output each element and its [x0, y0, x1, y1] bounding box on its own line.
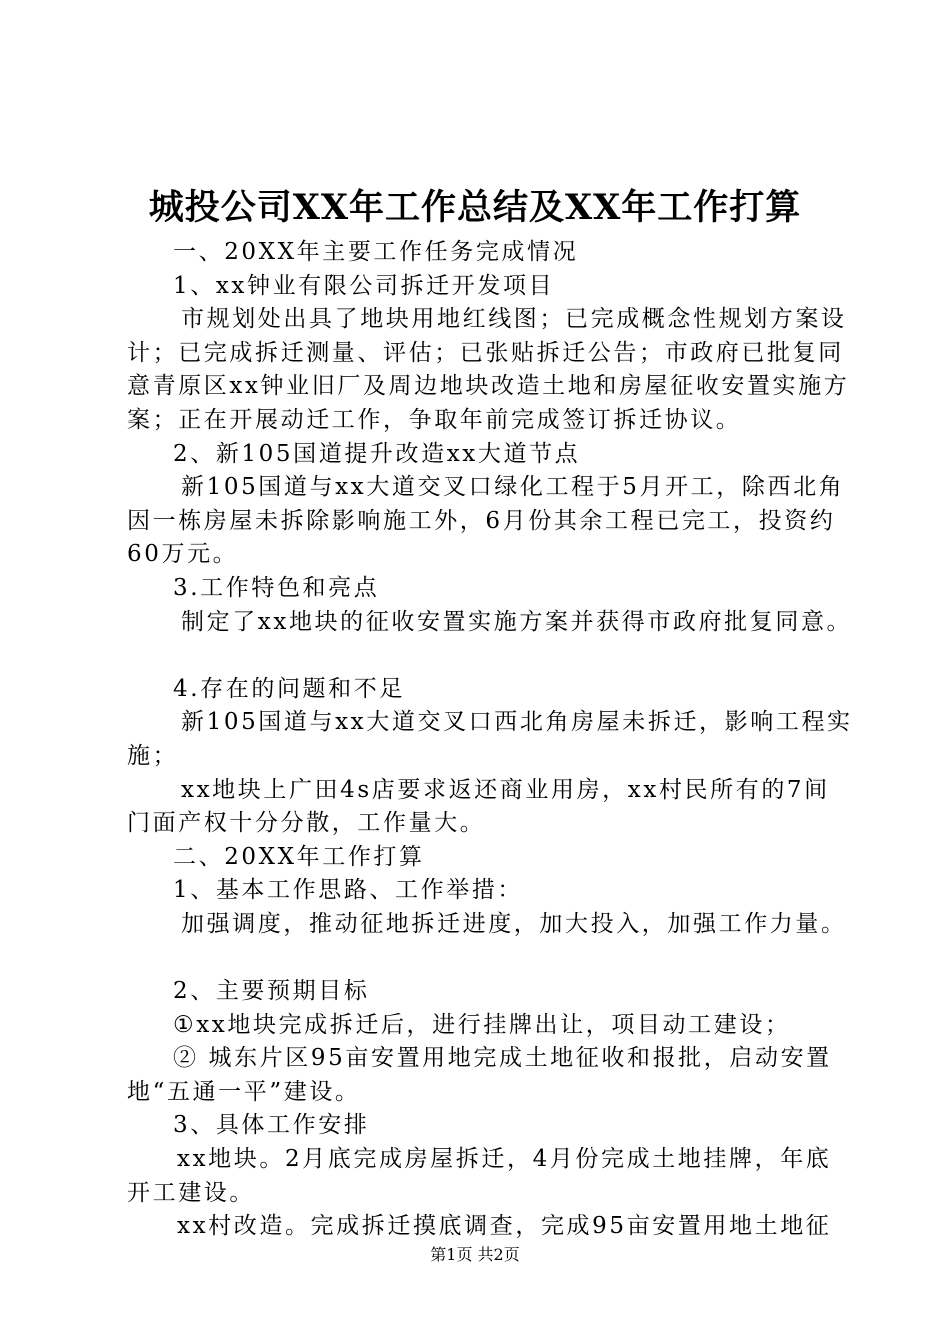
document-title: 城投公司XX年工作总结及XX年工作打算 [148, 187, 802, 228]
paragraph: 市规划处出具了地块用地红线图；已完成概念性规划方案设计；已完成拆迁测量、评估；已张贴拆迁公告；市政府已批复同意青原区xx钟业旧厂及周边地块改造土地和房屋征收安置实施方案；正在开展动迁工作，争取年前完成签订拆迁协议。 [127, 306, 850, 433]
paragraph: 新105国道与xx大道交叉口西北角房屋未拆迁，影响工程实施； [127, 709, 853, 769]
section-heading-2: 二、20XX年工作打算 [173, 843, 425, 870]
subheading-1-2: 2、新105国道提升改造xx大道节点 [173, 440, 581, 467]
section-heading-1: 一、20XX年主要工作任务完成情况 [173, 239, 579, 265]
paragraph: xx村改造。完成拆迁摸底调查，完成95亩安置用地土地征 [177, 1213, 832, 1240]
list-item: ①xx地块完成拆迁后，进行挂牌出让，项目动工建设； [173, 1011, 791, 1038]
subheading-2-3: 3、具体工作安排 [173, 1112, 370, 1139]
paragraph: xx地块上广田4s店要求返还商业用房，xx村民所有的7间门面产权十分分散，工作量大。 [127, 776, 830, 837]
document-body [127, 236, 855, 1244]
paragraph: 新105国道与xx大道交叉口绿化工程于5月开工，除西北角因一栋房屋未拆除影响施工外，6月份其余工程已完工，投资约60万元。 [127, 474, 845, 568]
paragraph: xx地块。2月底完成房屋拆迁，4月份完成土地挂牌，年底开工建设。 [127, 1146, 832, 1206]
subheading-1-4: 4.存在的问题和不足 [173, 675, 405, 702]
subheading-2-1: 1、基本工作思路、工作举措： [173, 877, 524, 904]
paragraph: 制定了xx地块的征收安置实施方案并获得市政府批复同意。 [181, 608, 853, 635]
blank-line [127, 941, 855, 975]
subheading-1-3: 3.工作特色和亮点 [173, 574, 380, 601]
subheading-1-1: 1、xx钟业有限公司拆迁开发项目 [173, 272, 555, 299]
subheading-2-2: 2、主要预期目标 [173, 978, 370, 1005]
page-footer: 第1页 共2页 [430, 1245, 520, 1264]
blank-line [127, 639, 855, 673]
list-item: ② 城东片区95亩安置用地完成土地征收和报批，启动安置地“五通一平”建设。 [127, 1045, 832, 1105]
paragraph: 加强调度，推动征地拆迁进度，加大投入，加强工作力量。 [181, 910, 847, 937]
